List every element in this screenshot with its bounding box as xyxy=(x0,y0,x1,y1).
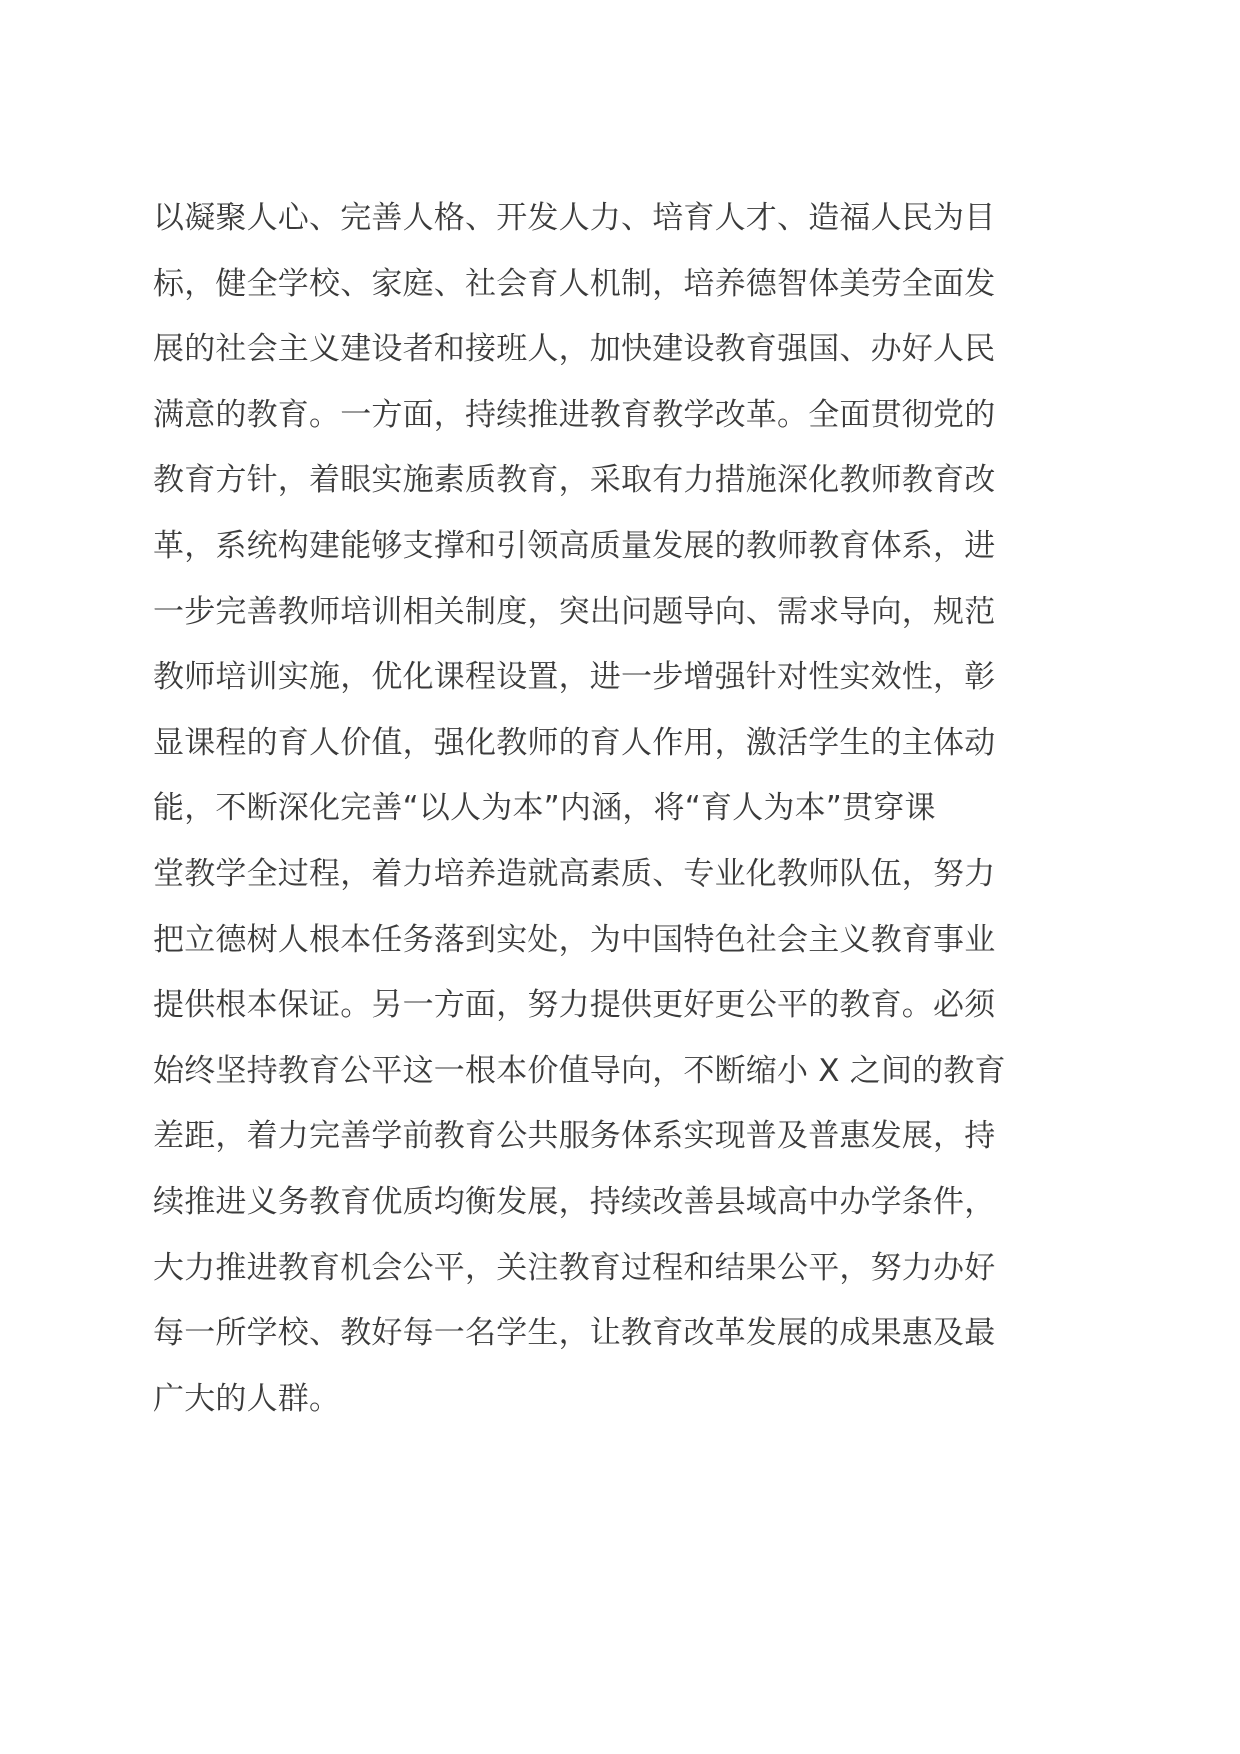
text-line-3: 展的社会主义建设者和接班人，加快建设教育强国、办好人民 xyxy=(153,331,996,368)
text-line-6: 革，系统构建能够支撑和引领高质量发展的教师教育体系，进 xyxy=(153,527,996,564)
text-line-8: 教师培训实施，优化课程设置，进一步增强针对性实效性，彰 xyxy=(153,659,996,696)
text-line-10: 能，不断深化完善“以人为本”内涵，将“育人为本”贯穿课 xyxy=(153,790,936,827)
body-paragraph xyxy=(153,186,1073,1432)
text-line-14: 始终坚持教育公平这一根本价值导向，不断缩小 X 之间的教育 xyxy=(153,1052,1006,1089)
text-line-2: 标，健全学校、家庭、社会育人机制，培养德智体美劳全面发 xyxy=(153,265,996,302)
text-line-18: 每一所学校、教好每一名学生，让教育改革发展的成果惠及最 xyxy=(153,1315,996,1352)
text-line-15: 差距，着力完善学前教育公共服务体系实现普及普惠发展，持 xyxy=(153,1118,996,1155)
text-line-4: 满意的教育。一方面，持续推进教育教学改革。全面贯彻党的 xyxy=(153,396,996,433)
text-line-9: 显课程的育人价值，强化教师的育人作用，激活学生的主体动 xyxy=(153,724,996,761)
text-line-17: 大力推进教育机会公平，关注教育过程和结果公平，努力办好 xyxy=(153,1249,996,1286)
text-line-16: 续推进义务教育优质均衡发展，持续改善县域高中办学条件， xyxy=(153,1183,996,1220)
text-line-1: 以凝聚人心、完善人格、开发人力、培育人才、造福人民为目 xyxy=(153,200,996,236)
text-line-11: 堂教学全过程，着力培养造就高素质、专业化教师队伍，努力 xyxy=(153,855,996,892)
text-line-13: 提供根本保证。另一方面，努力提供更好更公平的教育。必须 xyxy=(153,987,996,1024)
text-line-5: 教育方针，着眼实施素质教育，采取有力措施深化教师教育改 xyxy=(153,462,996,499)
text-line-19: 广大的人群。 xyxy=(153,1380,341,1417)
text-line-7: 一步完善教师培训相关制度，突出问题导向、需求导向，规范 xyxy=(153,593,996,630)
text-line-12: 把立德树人根本任务落到实处，为中国特色社会主义教育事业 xyxy=(153,921,996,958)
